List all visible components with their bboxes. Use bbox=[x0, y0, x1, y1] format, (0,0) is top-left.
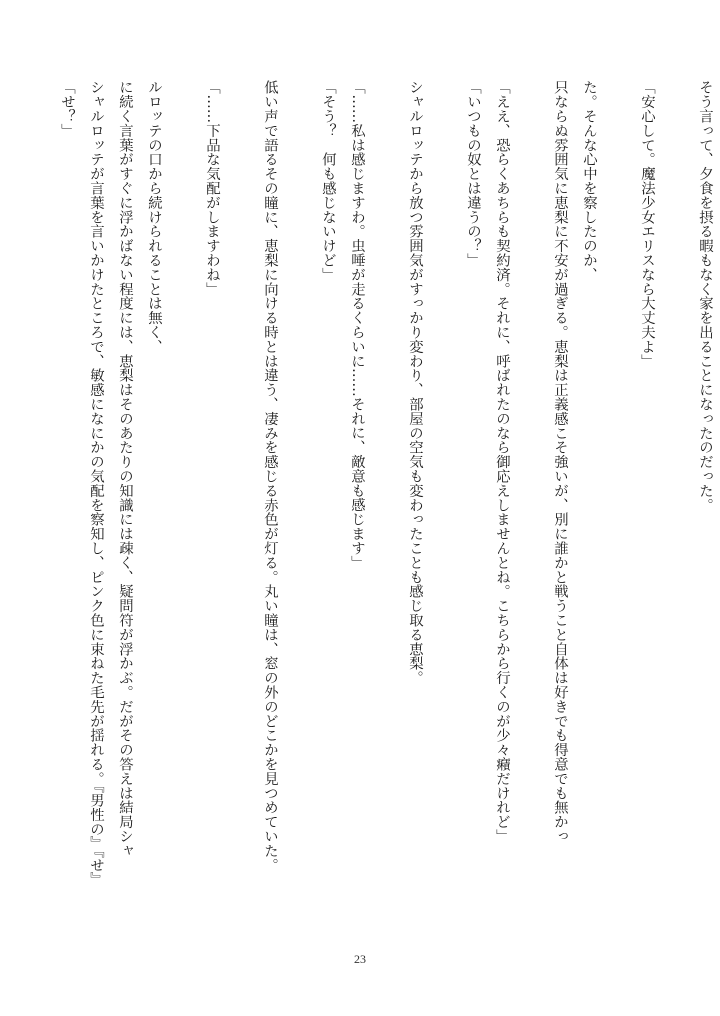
text-line: 「安心して。魔法少女エリスなら大丈夫よ」 bbox=[639, 80, 655, 368]
text-line: 「そう？ 何も感じないけど」 bbox=[320, 80, 336, 282]
text-line: 低い声で語るその瞳に、恵梨に向ける時とは違う、凄みを感じる赤色が灯る。丸い瞳は、窓の外のどこかを見つめていた。 bbox=[262, 80, 278, 872]
text-line: 「いつもの奴とは違うの？」 bbox=[465, 80, 481, 268]
text-line: 「……私は感じますわ。虫唾が走るくらいに……それに、敵意も感じます」 bbox=[349, 80, 365, 570]
text-line: 「ええ、恐らくあちらも契約済。それに、呼ばれたのなら御応えしませんとね。こちらから行くのが少々癪だけれど」 bbox=[494, 80, 510, 844]
text-line: 只ならぬ雰囲気に恵梨に不安が過ぎる。恵梨は正義感こそ強いが、別に誰かと戦うこと自体は好きでも得意でも無かっ bbox=[552, 80, 568, 844]
text-line: ルロッテの口から続けられることは無く、 bbox=[146, 80, 162, 354]
text-line: シャルロッテが言葉を言いかけたところで、敏感になにかの気配を察知し、ピンク色に束ねた毛先が揺れる。『男性の』『せ』 bbox=[88, 80, 104, 887]
text-line: 「せ？」 bbox=[59, 80, 75, 138]
text-line: に続く言葉がすぐに浮かばない程度には、恵梨はそのあたりの知識には疎く、疑問符が浮かぶ。だがその答えは結局シャ bbox=[117, 80, 133, 858]
text-line: シャルロッテから放つ雰囲気がすっかり変わり、部屋の空気も変わったことも感じ取る恵梨。 bbox=[407, 80, 423, 685]
text-line: 「……下品な気配がしますわね」 bbox=[204, 80, 220, 296]
page-number: 23 bbox=[354, 952, 366, 966]
text-line: そう言って、夕食を摂る暇もなく家を出ることになったのだった。 bbox=[697, 80, 713, 512]
text-line: た。そんな心中を察したのか、 bbox=[581, 80, 597, 282]
